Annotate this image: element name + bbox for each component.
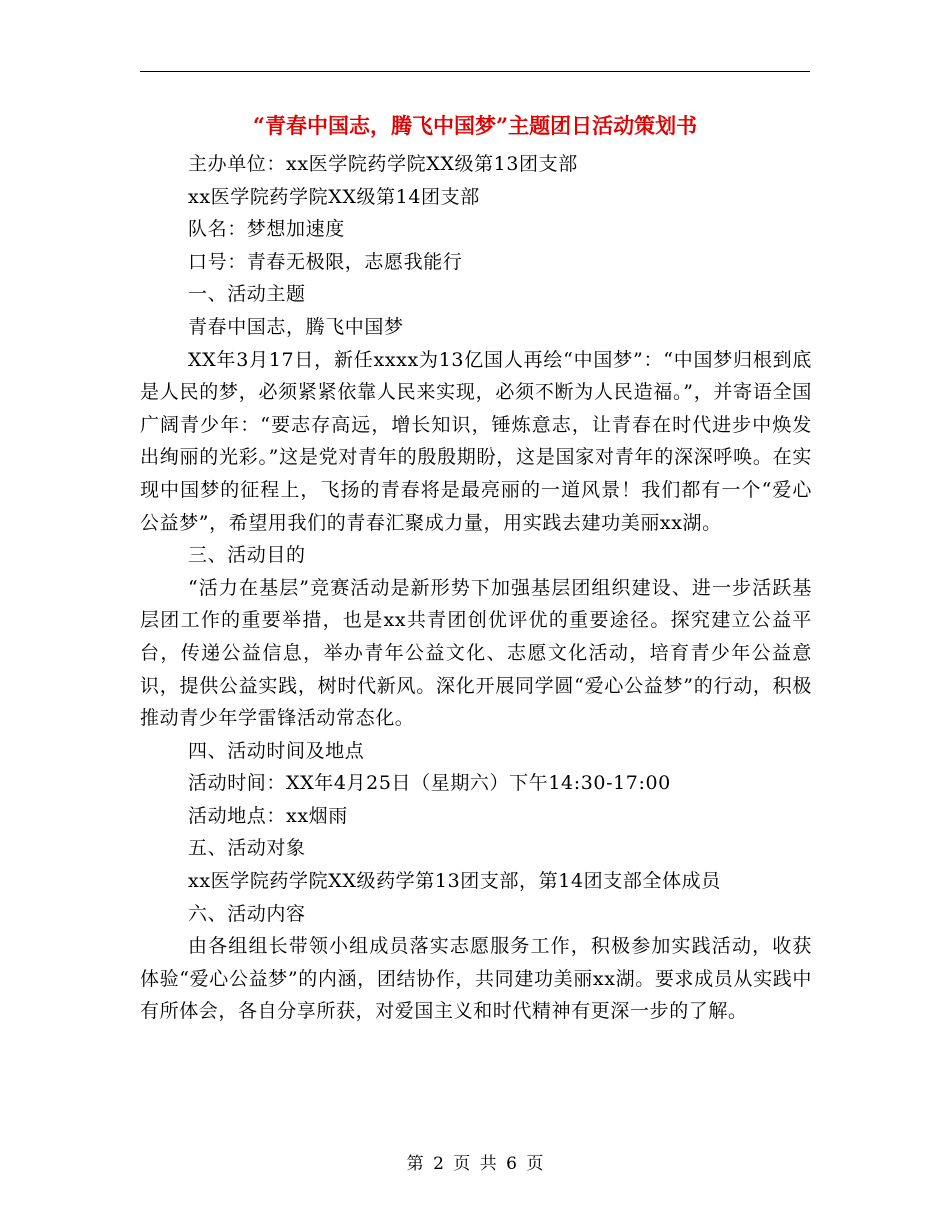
document-title: “青春中国志，腾飞中国梦”主题团日活动策划书 xyxy=(252,113,698,138)
header-rule xyxy=(140,71,810,72)
section-heading-content: 六、活动内容 xyxy=(188,902,306,925)
section-heading-participants: 五、活动对象 xyxy=(188,837,306,860)
organizer-line-2: xx医学院药学院XX级第14团支部 xyxy=(188,185,480,208)
document-body xyxy=(140,148,812,1028)
section-heading-time-place: 四、活动时间及地点 xyxy=(188,739,365,762)
team-name: 队名：梦想加速度 xyxy=(188,218,345,241)
section-heading-theme: 一、活动主题 xyxy=(188,283,306,306)
body-paragraph-content: 由各组组长带领小组成员落实志愿服务工作，积极参加实践活动，收获体验“爱心公益梦”的内涵，团结协作，共同建功美丽xx湖。要求成员从实践中有所体会，各自分享所获，对爱国主义和时代精神有更深一步的了解。 xyxy=(140,935,812,1023)
body-paragraph-background: XX年3月17日，新任xxxx为13亿国人再绘“中国梦”：“中国梦归根到底是人民的梦，必须紧紧依靠人民来实现，必须不断为人民造福。”，并寄语全国广阔青少年：“要志存高远，增长知识，锤炼意志，让青春在时代进步中焕发出绚丽的光彩。”这是党对青年的殷殷期盼，这是国家对青年的深深呼唤。在实现中国梦的征程上，飞扬的青春将是最亮丽的一道风景！我们都有一个“爱心公益梦”，希望用我们的青春汇聚成力量，用实践去建功美丽xx湖。 xyxy=(140,348,812,534)
theme-text: 青春中国志，腾飞中国梦 xyxy=(188,315,404,338)
page-number: 第 2 页 共 6 页 xyxy=(406,1154,544,1174)
team-slogan: 口号：青春无极限，志愿我能行 xyxy=(188,250,463,273)
body-paragraph-purpose: “活力在基层”竞赛活动是新形势下加强基层团组织建设、进一步活跃基层团工作的重要举措，也是xx共青团创优评优的重要途径。探究建立公益平台，传递公益信息，举办青年公益文化、志愿文化活动，培育青少年公益意识，提供公益实践，树时代新风。深化开展同学圆“爱心公益梦”的行动，积极推动青少年学雷锋活动常态化。 xyxy=(140,576,812,730)
organizer-line: 主办单位：xx医学院药学院XX级第13团支部 xyxy=(188,153,578,175)
activity-time: 活动时间：XX年4月25日（星期六）下午14:30-17:00 xyxy=(188,772,671,795)
section-heading-purpose: 三、活动目的 xyxy=(188,544,306,567)
participants-text: xx医学院药学院XX级药学第13团支部，第14团支部全体成员 xyxy=(188,870,721,893)
activity-place: 活动地点：xx烟雨 xyxy=(188,804,348,827)
